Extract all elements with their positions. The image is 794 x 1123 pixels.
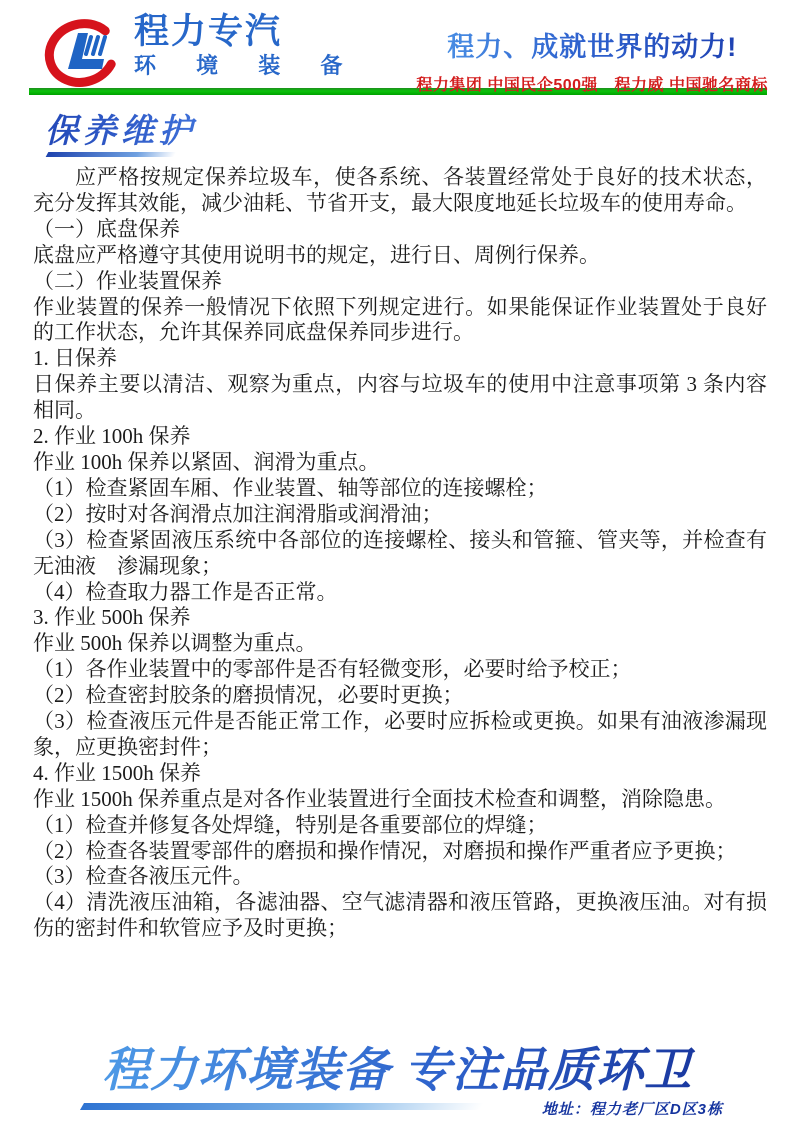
paragraph: （2）检查各装置零部件的磨损和操作情况，对磨损和操作严重者应予更换； bbox=[33, 838, 737, 863]
paragraph: 3. 作业 500h 保养 bbox=[33, 605, 191, 630]
title-underline bbox=[46, 152, 177, 157]
section-title-block bbox=[45, 113, 794, 157]
paragraph: 作业 100h 保养以紧固、润滑为重点。 bbox=[33, 449, 380, 474]
paragraph: （1）各作业装置中的零部件是否有轻微变形，必要时给予校正； bbox=[33, 657, 632, 682]
paragraph: （1）检查紧固车厢、作业装置、轴等部位的连接螺栓； bbox=[33, 475, 548, 500]
logo-company-name: 程力专汽 bbox=[134, 12, 283, 51]
paragraph: （3）检查液压元件是否能正常工作，必要时应拆检或更换。如果有油液渗漏现象，应更换密封件； bbox=[33, 709, 767, 759]
paragraph: （3）检查各液压元件。 bbox=[33, 864, 254, 889]
page-header bbox=[0, 0, 794, 94]
header-right bbox=[416, 25, 768, 95]
paragraph: 1. 日保养 bbox=[33, 346, 117, 371]
paragraph: （2）检查密封胶条的磨损情况，必要时更换； bbox=[33, 683, 464, 708]
paragraph: （4）检查取力器工作是否正常。 bbox=[33, 579, 338, 604]
company-tagline: 程力集团 中国民企500强 程力威 中国驰名商标 bbox=[416, 77, 768, 94]
company-slogan: 程力、成就世界的动力! bbox=[416, 25, 768, 64]
paragraph: （4）清洗液压油箱，各滤油器、空气滤清器和液压管路，更换液压油。对有损伤的密封件和软管应予及时更换； bbox=[33, 890, 767, 941]
paragraph: 应严格按规定保养垃圾车，使各系统、各装置经常处于良好的技术状态，充分发挥其效能，减少油耗、节省开支，最大限度地延长垃圾车的使用寿命。 bbox=[33, 165, 767, 215]
logo-text bbox=[134, 13, 359, 78]
paragraph: 4. 作业 1500h 保养 bbox=[33, 760, 201, 785]
paragraph: （1）检查并修复各处焊缝，特别是各重要部位的焊缝； bbox=[33, 812, 548, 837]
logo-division-name: 环 境 装 备 bbox=[134, 53, 360, 78]
paragraph: 底盘应严格遵守其使用说明书的规定，进行日、周例行保养。 bbox=[33, 242, 600, 267]
footer-banner: 程力环境装备 专注品质环卫 bbox=[0, 1044, 794, 1096]
company-logo bbox=[44, 13, 359, 89]
paragraph: 2. 作业 100h 保养 bbox=[33, 424, 191, 449]
page-footer bbox=[0, 1044, 794, 1116]
page-title: 保养维护 bbox=[45, 112, 197, 149]
chengli-logo-icon bbox=[44, 13, 120, 89]
footer-underline bbox=[80, 1103, 484, 1110]
paragraph: （一）底盘保养 bbox=[33, 216, 180, 241]
footer-address: 地址：程力老厂区D区3栋 bbox=[541, 1101, 723, 1118]
footer-row bbox=[0, 1098, 794, 1116]
paragraph: 作业装置的保养一般情况下依照下列规定进行。如果能保证作业装置处于良好的工作状态，允许其保养同底盘保养同步进行。 bbox=[33, 294, 767, 345]
paragraph: 作业 500h 保养以调整为重点。 bbox=[33, 631, 317, 656]
document-body bbox=[33, 165, 767, 942]
paragraph: （二）作业装置保养 bbox=[33, 268, 222, 293]
paragraph: （2）按时对各润滑点加注润滑脂或润滑油； bbox=[33, 501, 443, 526]
paragraph: （3）检查紧固液压系统中各部位的连接螺栓、接头和管箍、管夹等，并检查有无油液 渗漏现象； bbox=[33, 527, 767, 578]
paragraph: 作业 1500h 保养重点是对各作业装置进行全面技术检查和调整，消除隐患。 bbox=[33, 786, 726, 811]
paragraph: 日保养主要以清洁、观察为重点，内容与垃圾车的使用中注意事项第 3 条内容相同。 bbox=[33, 372, 767, 423]
